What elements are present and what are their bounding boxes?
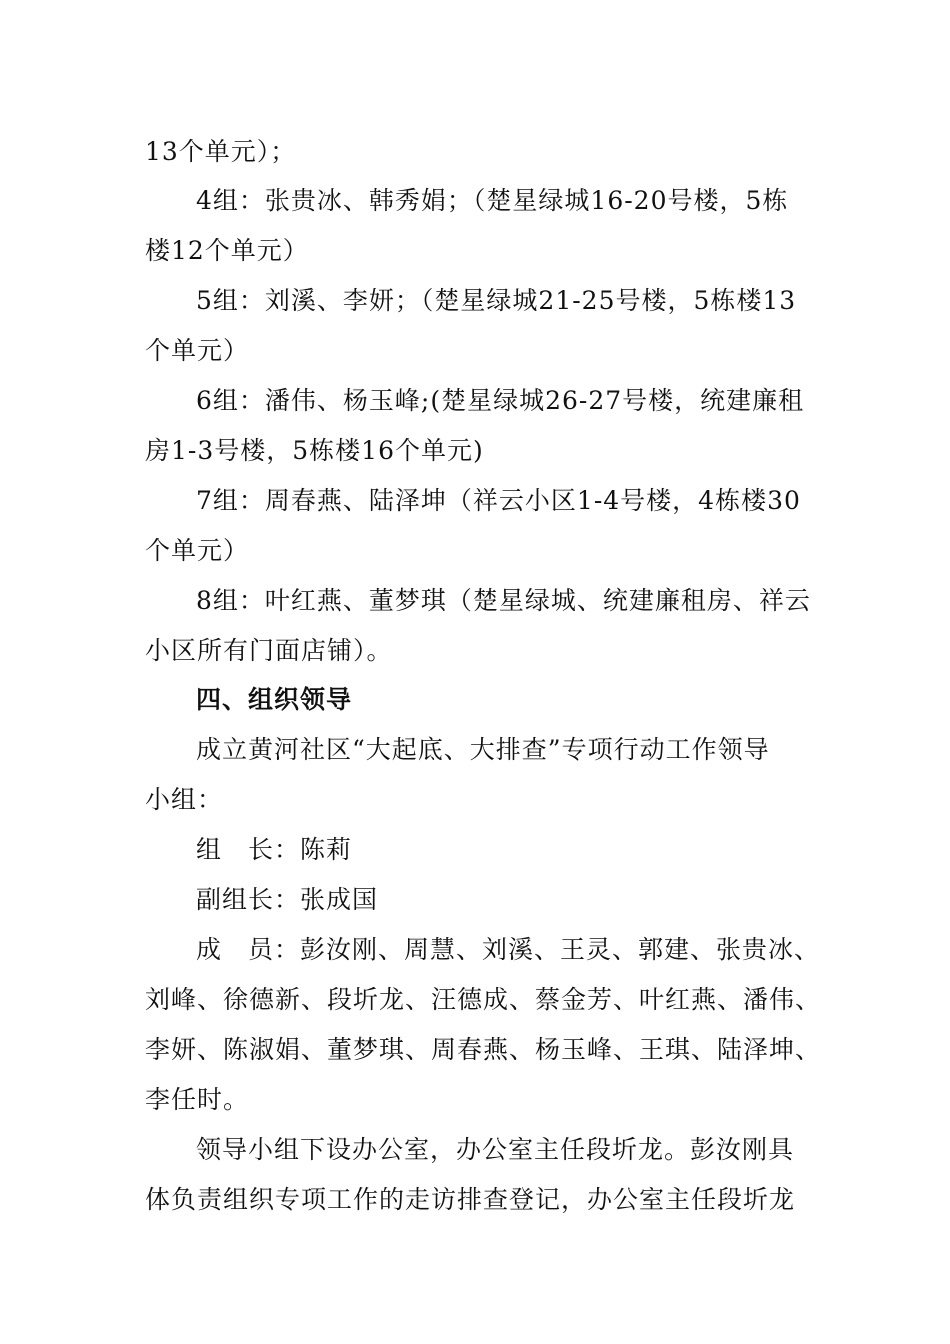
text-line: 6组：潘伟、杨玉峰;(楚星绿城26-27号楼，统建廉租: [196, 386, 805, 415]
text-line: 个单元）: [145, 336, 250, 365]
text-line: 李任时。: [145, 1085, 250, 1114]
section-heading: 四、组织领导: [196, 685, 353, 714]
text-line: 刘峰、徐德新、段圻龙、汪德成、蔡金芳、叶红燕、潘伟、: [145, 985, 822, 1014]
text-line: 4组：张贵冰、韩秀娟；（楚星绿城16-20号楼，5栋: [196, 186, 789, 215]
text-line: 8组：叶红燕、董梦琪（楚星绿城、统建廉租房、祥云: [196, 586, 811, 615]
text-line: 个单元）: [145, 536, 250, 565]
text-line: 领导小组下设办公室，办公室主任段圻龙。彭汝刚具: [196, 1135, 795, 1164]
text-line: 副组长：张成国: [196, 885, 379, 914]
text-line: 成 员：彭汝刚、周慧、刘溪、王灵、郭建、张贵冰、: [196, 935, 821, 964]
text-line: 7组：周春燕、陆泽坤（祥云小区1-4号楼，4栋楼30: [196, 486, 801, 515]
text-line: 体负责组织专项工作的走访排查登记，办公室主任段圻龙: [145, 1185, 796, 1214]
text-line: 小组：: [145, 785, 224, 814]
text-line: 组 长：陈莉: [196, 835, 353, 864]
text-line: 成立黄河社区“大起底、大排查”专项行动工作领导: [196, 735, 770, 764]
text-line: 小区所有门面店铺）。: [145, 636, 393, 665]
text-line: 李妍、陈淑娟、董梦琪、周春燕、杨玉峰、王琪、陆泽坤、: [145, 1035, 822, 1064]
text-line: 房1-3号楼，5栋楼16个单元): [145, 436, 484, 465]
text-line: 5组：刘溪、李妍；（楚星绿城21-25号楼，5栋楼13: [196, 286, 797, 315]
text-line: 13个单元）；: [145, 137, 297, 166]
text-line: 楼12个单元）: [145, 236, 309, 265]
